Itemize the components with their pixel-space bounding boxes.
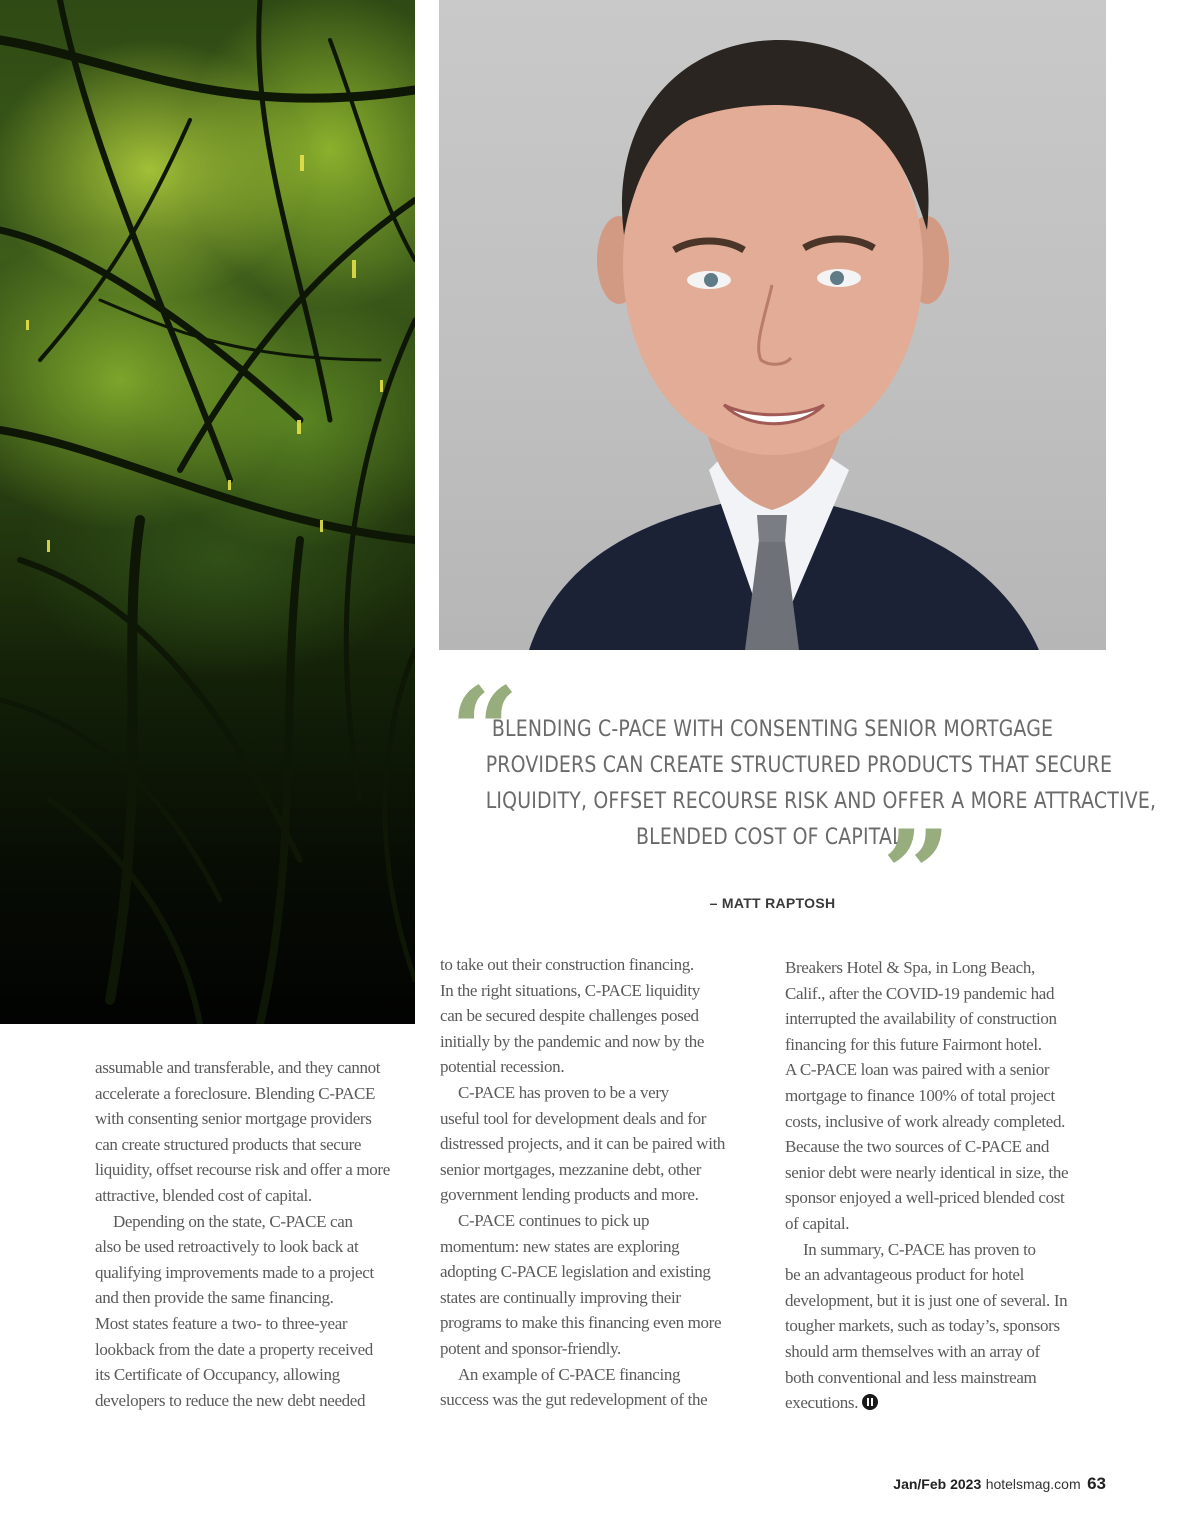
text-line: In the right situations, C-PACE liquidity	[440, 980, 700, 1000]
text-line: momentum: new states are exploring	[440, 1236, 680, 1256]
text-line: developers to reduce the new debt needed	[95, 1390, 366, 1410]
text-line: lookback from the date a property received	[95, 1339, 373, 1359]
text-line: senior debt were nearly identical in size, the	[785, 1162, 1069, 1182]
page-number: 63	[1087, 1474, 1106, 1493]
paragraph	[95, 1055, 420, 1209]
text-line: initially by the pandemic and now by the	[440, 1031, 705, 1051]
text-line: senior mortgages, mezzanine debt, other	[440, 1159, 702, 1179]
text-line: also be used retroactively to look back at	[95, 1237, 359, 1257]
quote-attribution: – MATT RAPTOSH	[709, 895, 836, 911]
text-line: can create structured products that secure	[95, 1134, 362, 1154]
issue-date: Jan/Feb 2023	[893, 1476, 982, 1492]
text-line: financing for this future Fairmont hotel.	[785, 1034, 1042, 1054]
pull-quote-line: PROVIDERS CAN CREATE STRUCTURED PRODUCTS THAT SECURE	[485, 753, 1113, 778]
forest-canopy-photo	[0, 0, 415, 1024]
text-line: development, but it is just one of several. In	[785, 1290, 1068, 1310]
paragraph	[440, 952, 765, 1080]
text-line: accelerate a foreclosure. Blending C-PACE	[95, 1083, 376, 1103]
text-line: with consenting senior mortgage providers	[95, 1109, 372, 1129]
text-line: sponsor enjoyed a well-priced blended cost	[785, 1188, 1065, 1208]
website-link[interactable]: hotelsmag.com	[985, 1476, 1081, 1492]
man-in-suit-portrait	[439, 0, 1106, 650]
text-line: both conventional and less mainstream	[785, 1367, 1037, 1387]
text-line: useful tool for development deals and for	[440, 1108, 707, 1128]
text-line: adopting C-PACE legislation and existing	[440, 1262, 711, 1282]
text-line: be an advantageous product for hotel	[785, 1265, 1025, 1285]
text-line: Most states feature a two- to three-year	[95, 1313, 348, 1333]
body-column-1	[95, 1055, 420, 1413]
paragraph	[95, 1209, 420, 1414]
text-line: states are continually improving their	[440, 1287, 681, 1307]
text-line: C-PACE continues to pick up	[458, 1210, 650, 1230]
pull-quote	[485, 712, 1157, 856]
open-quote-mark: “	[450, 661, 520, 802]
hotels-logo-end-mark-icon	[862, 1394, 878, 1410]
text-line: Depending on the state, C-PACE can	[113, 1211, 353, 1231]
text-line: A C-PACE loan was paired with a senior	[785, 1060, 1050, 1080]
text-line: of capital.	[785, 1213, 850, 1233]
text-line: Calif., after the COVID-19 pandemic had	[785, 983, 1055, 1003]
body-column-2	[440, 952, 765, 1413]
text-line: C-PACE has proven to be a very	[458, 1082, 669, 1102]
page-footer	[893, 1474, 1106, 1494]
text-line: government lending products and more.	[440, 1185, 699, 1205]
text-line: liquidity, offset recourse risk and offer a more	[95, 1160, 390, 1180]
pull-quote-line: LIQUIDITY, OFFSET RECOURSE RISK AND OFFER A MORE ATTRACTIVE,	[485, 789, 1157, 814]
paragraph	[440, 1362, 765, 1413]
text-line: distressed projects, and it can be paired with	[440, 1134, 726, 1154]
text-line: to take out their construction financing.	[440, 955, 694, 974]
text-line: interrupted the availability of construction	[785, 1009, 1057, 1029]
pull-quote-line: BLENDING C-PACE WITH CONSENTING SENIOR MORTGAGE	[491, 717, 1054, 742]
text-line: potential recession.	[440, 1057, 565, 1077]
paragraph	[785, 955, 1110, 1237]
text-line: and then provide the same financing.	[95, 1288, 334, 1308]
body-column-3	[785, 955, 1110, 1416]
text-line: its Certificate of Occupancy, allowing	[95, 1365, 340, 1385]
paragraph	[785, 1237, 1110, 1416]
text-line: mortgage to finance 100% of total project	[785, 1085, 1055, 1105]
text-line: qualifying improvements made to a project	[95, 1262, 374, 1282]
portrait-graphic	[439, 0, 1106, 650]
pull-quote-line: BLENDED COST OF CAPITAL.	[635, 825, 910, 850]
text-line: Because the two sources of C-PACE and	[785, 1137, 1050, 1157]
text-line: should arm themselves with an array of	[785, 1341, 1040, 1361]
text-line: tougher markets, such as today’s, sponsors	[785, 1316, 1060, 1336]
close-quote-mark: ”	[882, 804, 952, 945]
text-line: Breakers Hotel & Spa, in Long Beach,	[785, 958, 1035, 977]
text-line: programs to make this financing even more	[440, 1313, 722, 1333]
paragraph	[440, 1208, 765, 1362]
text-line: In summary, C-PACE has proven to	[803, 1239, 1036, 1259]
text-line: potent and sponsor-friendly.	[440, 1338, 621, 1358]
paragraph	[440, 1080, 765, 1208]
tree-branches-graphic	[0, 0, 415, 1024]
text-line: attractive, blended cost of capital.	[95, 1185, 312, 1205]
text-line	[785, 1390, 1110, 1416]
text-line-end: executions.	[785, 1393, 859, 1413]
text-line: An example of C-PACE financing	[458, 1364, 681, 1384]
text-line: assumable and transferable, and they cannot	[95, 1058, 381, 1077]
text-line: success was the gut redevelopment of the	[440, 1390, 708, 1410]
text-line: can be secured despite challenges posed	[440, 1006, 699, 1026]
text-line: costs, inclusive of work already completed.	[785, 1111, 1066, 1131]
